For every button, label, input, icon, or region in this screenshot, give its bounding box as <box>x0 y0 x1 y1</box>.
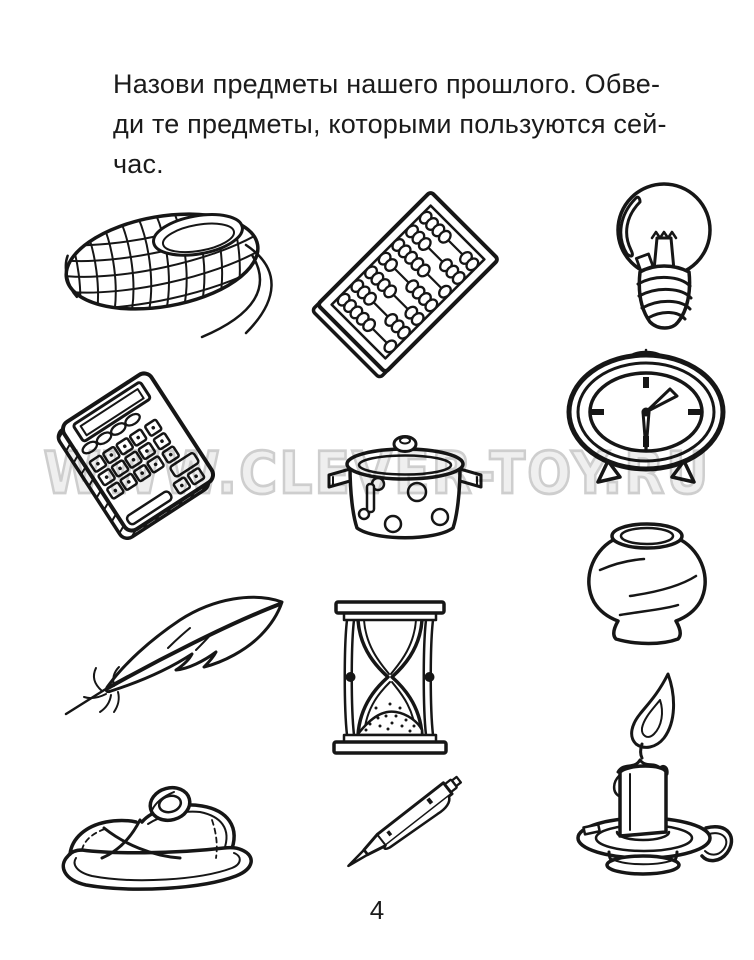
clay-pot-icon <box>572 508 722 650</box>
alarm-clock-icon <box>556 346 736 486</box>
clay-pot-illustration <box>572 508 722 650</box>
calculator-illustration <box>46 370 226 540</box>
bast-shoe-icon <box>50 183 300 348</box>
feather-quill-icon <box>48 588 308 724</box>
alarm-clock-illustration <box>556 346 736 486</box>
ballpoint-pen-icon <box>330 766 480 886</box>
bast-shoe-illustration <box>50 183 300 348</box>
candle-icon <box>548 668 738 878</box>
cooking-pot-illustration <box>320 424 490 554</box>
candle-illustration <box>548 668 738 878</box>
abacus-icon <box>298 190 518 386</box>
page-number: 4 <box>369 895 385 925</box>
light-bulb-icon <box>594 172 734 332</box>
ballpoint-pen-illustration <box>330 766 480 886</box>
cooking-pot-icon <box>320 424 490 554</box>
sandal-icon <box>52 758 260 894</box>
instruction-line-3: час. <box>113 149 164 179</box>
feather-quill-illustration <box>48 588 308 724</box>
hourglass-illustration <box>320 596 460 766</box>
abacus-illustration <box>298 190 518 386</box>
site-watermark: WWW.CLEVER-TOY.RU <box>43 440 711 508</box>
light-bulb-illustration <box>594 172 734 332</box>
task-instruction <box>113 64 688 184</box>
instruction-line-1: Назови предметы нашего прошлого. Обве- <box>113 69 661 99</box>
calculator-icon <box>46 370 226 540</box>
hourglass-icon <box>320 596 460 766</box>
instruction-line-2: ди те предметы, которыми пользуются сей- <box>113 109 667 139</box>
sandal-illustration <box>52 758 260 894</box>
